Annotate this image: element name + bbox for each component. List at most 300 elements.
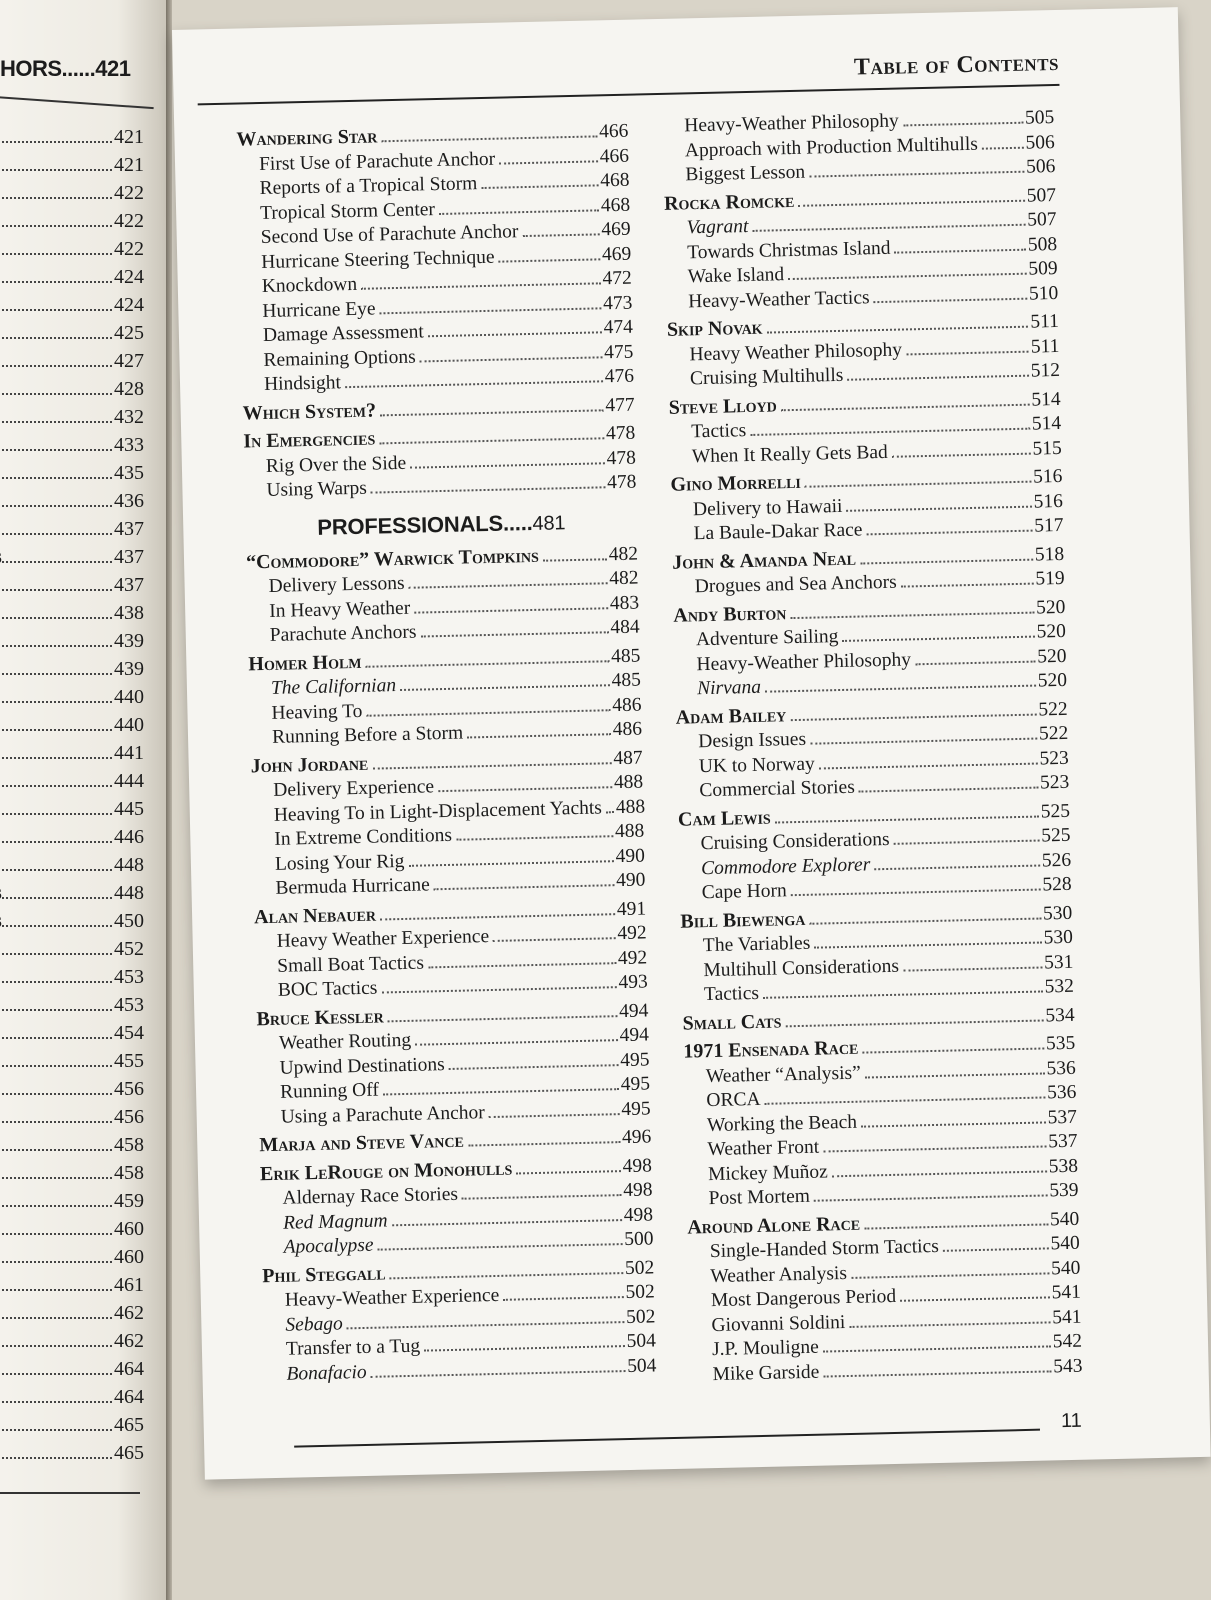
toc-entry-title: Giovanni Soldini <box>711 1311 846 1336</box>
dot-leader <box>414 607 608 613</box>
dot-leader <box>410 462 604 468</box>
left-toc-row <box>0 126 144 154</box>
toc-entry-title: Damage Assessment <box>262 321 425 347</box>
toc-entry-title: In Extreme Conditions <box>274 824 453 850</box>
dot-leader <box>790 611 1034 619</box>
dot-leader <box>823 1370 1051 1377</box>
left-toc-row <box>0 1106 144 1134</box>
left-toc-stub <box>0 910 2 933</box>
toc-entry-title: Small Boat Tactics <box>277 952 425 977</box>
dot-leader <box>366 660 610 668</box>
left-toc-row <box>0 266 144 294</box>
toc-entry-page: 498 <box>622 1179 653 1202</box>
toc-entry-page: 477 <box>605 394 635 416</box>
toc-entry-page: 528 <box>1042 873 1072 896</box>
left-toc-row <box>0 518 144 546</box>
dot-leader <box>400 684 610 691</box>
left-toc-page: 435 <box>114 462 144 484</box>
toc-list-after-section <box>246 541 657 1387</box>
dot-leader <box>0 729 112 731</box>
dot-leader <box>0 505 112 507</box>
toc-entry-page: 494 <box>619 1024 650 1047</box>
left-toc-row <box>0 966 144 994</box>
left-toc-page: 455 <box>114 1050 144 1072</box>
dot-leader <box>864 1223 1048 1229</box>
left-toc-row <box>0 1386 144 1414</box>
left-toc-row <box>0 882 144 910</box>
toc-entry-title: Tropical Storm Center <box>259 198 436 224</box>
dot-leader <box>0 169 112 171</box>
left-toc-page: 465 <box>114 1442 144 1464</box>
dot-leader <box>379 437 604 444</box>
left-toc-page: 460 <box>114 1246 144 1268</box>
toc-entry-title: Which System? <box>242 398 377 424</box>
header-rule <box>198 84 1060 106</box>
toc-entry-title: Design Issues <box>698 728 807 753</box>
book-spine <box>166 0 172 1600</box>
dot-leader <box>860 558 1033 564</box>
section-title <box>245 507 637 542</box>
toc-entry-page: 532 <box>1044 975 1075 998</box>
left-toc-stub <box>0 882 2 905</box>
dot-leader <box>420 356 603 362</box>
dot-leader <box>814 942 1041 949</box>
dot-leader <box>849 1321 1050 1328</box>
dot-leader <box>424 1345 625 1352</box>
left-toc-page: 464 <box>114 1386 144 1408</box>
toc-entry-page: 516 <box>1033 490 1064 513</box>
dot-leader <box>0 1065 112 1067</box>
dot-leader <box>0 813 112 815</box>
dot-leader <box>381 135 597 142</box>
toc-entry-page: 520 <box>1035 596 1066 619</box>
dot-leader <box>388 1015 617 1022</box>
toc-entry-title: Wandering Star <box>236 125 378 151</box>
toc-entry-title: Weather Analysis <box>710 1262 848 1287</box>
dot-leader <box>381 986 616 993</box>
toc-entry-page: 468 <box>600 194 631 216</box>
toc-entry-title: Adam Bailey <box>675 703 787 729</box>
toc-entry-page: 475 <box>603 341 634 363</box>
toc-entry-title: Gino Morrelli <box>670 470 802 496</box>
toc-entry-title: In Heavy Weather <box>268 597 411 622</box>
dot-leader <box>0 701 112 703</box>
toc-entry-page: 535 <box>1045 1032 1076 1055</box>
left-toc-page: 456 <box>114 1078 144 1100</box>
toc-entry-title: Cruising Considerations <box>700 828 890 855</box>
dot-leader <box>2 897 112 899</box>
dot-leader <box>0 953 112 955</box>
toc-entry-title: Rocka Romcke <box>663 189 795 215</box>
toc-entry-title: Heavy Weather Philosophy <box>689 339 903 365</box>
left-toc-row <box>0 1246 144 1274</box>
dot-leader <box>0 841 112 843</box>
dot-leader <box>372 762 611 769</box>
dot-leader <box>901 583 1034 588</box>
toc-entry-title: Commercial Stories <box>699 776 856 802</box>
toc-entry-page: 510 <box>1028 282 1059 305</box>
left-toc-row <box>0 1190 144 1218</box>
left-toc-page: 422 <box>114 238 144 260</box>
toc-entry-title: Delivery Experience <box>273 776 435 801</box>
dot-leader <box>0 253 112 255</box>
toc-entry-page: 468 <box>600 169 630 192</box>
toc-entry-page: 543 <box>1053 1355 1083 1377</box>
dot-leader <box>543 558 607 561</box>
dot-leader <box>0 589 112 591</box>
left-toc-row <box>0 910 144 938</box>
dot-leader <box>380 307 602 314</box>
toc-entry-page: 518 <box>1034 543 1065 566</box>
left-header-rule <box>0 96 154 109</box>
toc-entry-page: 509 <box>1028 257 1058 280</box>
dot-leader <box>366 709 610 717</box>
left-footer-rule <box>0 1492 140 1494</box>
toc-entry-page: 496 <box>621 1126 652 1149</box>
toc-entry-page: 498 <box>622 1154 653 1177</box>
left-toc-row <box>0 1274 144 1302</box>
left-toc-page: 458 <box>114 1134 144 1156</box>
left-toc-row <box>0 1218 144 1246</box>
toc-entry-title: Alan Nebauer <box>253 903 377 928</box>
toc-entry-title: Phil Steggall <box>262 1261 386 1287</box>
dot-leader <box>823 1345 1051 1352</box>
dot-leader <box>390 1272 623 1279</box>
toc-entry-title: Homer Holm <box>248 650 362 675</box>
toc-entry-page: 540 <box>1049 1208 1080 1230</box>
left-toc-page: 445 <box>114 798 144 820</box>
toc-entry-title: Tactics <box>691 420 747 443</box>
toc-entry-title: John & Amanda Neal <box>671 547 857 574</box>
toc-entry-title: Mickey Muñoz <box>707 1160 828 1185</box>
section-title-page: 481 <box>532 511 566 535</box>
left-page-content <box>0 56 144 1464</box>
dot-leader <box>0 617 112 619</box>
toc-entry-page: 540 <box>1050 1257 1081 1279</box>
toc-entry-page: 520 <box>1037 669 1068 692</box>
dot-leader <box>750 428 1030 436</box>
left-toc-row <box>0 1302 144 1330</box>
dot-leader <box>0 393 112 395</box>
right-page <box>172 7 1211 1479</box>
toc-entry-page: 473 <box>602 292 633 314</box>
toc-entry-title: Reports of a Tropical Storm <box>259 173 478 200</box>
toc-entry-page: 502 <box>624 1256 655 1279</box>
dot-leader <box>371 486 605 493</box>
toc-entry-page: 498 <box>623 1203 654 1226</box>
toc-entry-page: 490 <box>615 844 646 867</box>
toc-entry-title: La Baule-Dakar Race <box>693 519 863 545</box>
dot-leader <box>449 1064 619 1070</box>
toc-entry-page: 466 <box>599 145 630 167</box>
toc-entry-title: Andy Burton <box>673 601 787 627</box>
dot-leader <box>468 1141 620 1146</box>
left-toc-page: 421 <box>114 154 144 176</box>
toc-entry-title: Cape Horn <box>701 880 787 904</box>
dot-leader <box>428 331 602 337</box>
toc-entry-title: Sebago <box>285 1312 344 1336</box>
dot-leader <box>516 1170 620 1174</box>
toc-entry-page: 492 <box>617 946 648 969</box>
dot-leader <box>0 1149 112 1151</box>
left-toc-list <box>0 126 144 1470</box>
left-toc-row <box>0 546 144 574</box>
toc-entry-title: Steve Lloyd <box>668 393 777 419</box>
left-toc-row <box>0 994 144 1022</box>
toc-entry-page: 483 <box>609 592 640 614</box>
toc-entry-title: Delivery Lessons <box>268 572 405 597</box>
toc-entry-page: 531 <box>1043 951 1074 973</box>
toc-entry-title: Commodore Explorer <box>700 853 871 879</box>
dot-leader <box>0 1317 112 1319</box>
toc-entry-page: 540 <box>1050 1232 1080 1255</box>
left-toc-row <box>0 350 144 378</box>
toc-entry-title: In Emergencies <box>243 427 376 453</box>
dot-leader <box>894 840 1040 845</box>
toc-entry-page: 526 <box>1041 849 1072 871</box>
left-toc-page: 458 <box>114 1162 144 1184</box>
dot-leader <box>347 1321 624 1329</box>
toc-entry-page: 534 <box>1045 1004 1075 1026</box>
dot-leader <box>0 1345 112 1347</box>
toc-entry-title: Red Magnum <box>282 1209 388 1234</box>
dot-leader <box>409 582 608 589</box>
left-toc-row <box>0 490 144 518</box>
dot-leader <box>392 1219 622 1226</box>
dot-leader <box>0 197 112 199</box>
left-page <box>0 0 168 1600</box>
toc-entry-title: Losing Your Rig <box>274 850 405 875</box>
dot-leader <box>439 209 599 215</box>
dot-leader <box>0 1205 112 1207</box>
toc-entry-title: Aldernay Race Stories <box>282 1183 459 1209</box>
dot-leader <box>892 452 1031 457</box>
toc-entry-title: Multihull Considerations <box>703 955 900 981</box>
section-title-text: PROFESSIONALS..... <box>317 509 533 540</box>
toc-entry-title: Weather Routing <box>278 1029 412 1054</box>
toc-entry-title: Drogues and Sea Anchors <box>694 571 897 598</box>
dot-leader <box>765 685 1036 693</box>
left-toc-row <box>0 1442 144 1470</box>
toc-entry-page: 469 <box>601 218 631 241</box>
toc-entry-title: The Variables <box>702 932 811 957</box>
toc-entry-title: Mike Garside <box>712 1361 820 1385</box>
dot-leader <box>0 1177 112 1179</box>
toc-entry-page: 537 <box>1047 1130 1078 1153</box>
left-toc-page: 437 <box>114 546 144 568</box>
toc-entry-title: Bruce Kessler <box>256 1004 384 1030</box>
toc-entry-page: 485 <box>611 669 642 692</box>
page-number: 11 <box>1060 1409 1083 1433</box>
toc-entry-title: Heaving To in Light-Displacement Yachts <box>273 796 603 826</box>
dot-leader <box>523 233 600 237</box>
left-toc-row <box>0 742 144 770</box>
toc-list-before-section <box>236 119 636 504</box>
left-toc-page: 440 <box>114 686 144 708</box>
dot-leader <box>874 864 1040 870</box>
left-toc-row <box>0 154 144 182</box>
left-toc-page: 422 <box>114 210 144 232</box>
left-toc-page: 422 <box>114 182 144 204</box>
dot-leader <box>438 786 612 792</box>
dot-leader <box>788 273 1026 280</box>
dot-leader <box>606 811 614 813</box>
toc-entry-title: Weather Front <box>707 1136 820 1161</box>
toc-entry-page: 525 <box>1041 824 1071 847</box>
toc-entry-page: 542 <box>1052 1330 1083 1353</box>
dot-leader <box>823 1145 1046 1152</box>
dot-leader <box>0 785 112 787</box>
toc-entry-page: 523 <box>1039 771 1070 794</box>
toc-entry-page: 516 <box>1032 465 1063 488</box>
dot-leader <box>462 1194 621 1200</box>
toc-entry-page: 502 <box>625 1281 655 1304</box>
toc-column-right <box>662 106 1083 1388</box>
left-toc-row <box>0 1358 144 1386</box>
left-toc-page: 453 <box>114 994 144 1016</box>
toc-entry-page: 472 <box>602 267 632 290</box>
dot-leader <box>503 1296 623 1301</box>
toc-entry-page: 495 <box>619 1048 650 1071</box>
dot-leader <box>765 1096 1046 1104</box>
toc-entry-title: Weather “Analysis” <box>705 1062 861 1087</box>
toc-entry-page: 484 <box>610 616 640 639</box>
toc-entry-page: 485 <box>610 645 641 667</box>
toc-entry-page: 536 <box>1046 1057 1077 1079</box>
dot-leader <box>0 1093 112 1095</box>
dot-leader <box>0 141 112 143</box>
left-toc-row <box>0 210 144 238</box>
left-toc-page: 448 <box>114 854 144 876</box>
left-toc-row <box>0 714 144 742</box>
toc-entry-title: Heavy-Weather Tactics <box>688 286 870 312</box>
left-toc-page: 444 <box>114 770 144 792</box>
dot-leader <box>861 1121 1046 1127</box>
dot-leader <box>819 762 1038 769</box>
dot-leader <box>434 884 614 890</box>
dot-leader <box>895 248 1026 253</box>
left-toc-row <box>0 434 144 462</box>
dot-leader <box>915 660 1035 665</box>
dot-leader <box>499 258 600 262</box>
left-toc-page: 453 <box>114 966 144 988</box>
toc-entry-title: Running Before a Storm <box>271 722 464 748</box>
left-toc-row <box>0 630 144 658</box>
dot-leader <box>943 1247 1049 1251</box>
dot-leader <box>456 835 613 841</box>
dot-leader <box>0 477 112 479</box>
left-toc-page: 428 <box>114 378 144 400</box>
left-toc-row <box>0 1414 144 1442</box>
left-toc-page: 454 <box>114 1022 144 1044</box>
left-toc-page: 446 <box>114 826 144 848</box>
dot-leader <box>0 337 112 339</box>
dot-leader <box>0 365 112 367</box>
toc-entry-title: Erik LeRouge on Monohulls <box>259 1157 513 1185</box>
dot-leader <box>809 171 1024 178</box>
toc-entry-title: Skip Novak <box>666 316 763 341</box>
toc-entry-page: 507 <box>1026 184 1057 207</box>
toc-entry-title: ORCA <box>706 1088 761 1112</box>
toc-entry-title: Nirvana <box>696 676 762 700</box>
dot-leader <box>493 937 615 942</box>
dot-leader <box>798 199 1024 206</box>
toc-entry-title: Post Mortem <box>708 1185 811 1210</box>
dot-leader <box>851 1272 1049 1278</box>
toc-column-left <box>236 116 657 1388</box>
left-toc-page: 438 <box>114 602 144 624</box>
toc-entry-page: 515 <box>1032 437 1062 460</box>
dot-leader <box>847 505 1032 511</box>
dot-leader <box>2 561 112 563</box>
left-toc-page: 450 <box>114 910 144 932</box>
dot-leader <box>790 713 1036 721</box>
left-toc-page: 427 <box>114 350 144 372</box>
toc-entry-page: 520 <box>1036 620 1067 643</box>
toc-entry-page: 522 <box>1038 698 1068 721</box>
dot-leader <box>0 421 112 423</box>
dot-leader <box>0 449 112 451</box>
left-toc-page: 432 <box>114 406 144 428</box>
toc-entry-page: 482 <box>609 567 639 590</box>
left-toc-page: 462 <box>114 1330 144 1352</box>
toc-entry-title: Remaining Options <box>263 346 416 371</box>
toc-entry-title: Heavy Weather Experience <box>276 926 490 952</box>
toc-entry-page: 488 <box>615 795 646 818</box>
toc-entry-page: 493 <box>618 971 648 994</box>
dot-leader <box>383 1088 619 1095</box>
dot-leader <box>421 631 609 637</box>
toc-entry-page: 502 <box>625 1305 656 1328</box>
dot-leader <box>0 225 112 227</box>
toc-entry-page: 488 <box>614 820 645 843</box>
dot-leader <box>763 990 1043 998</box>
toc-entry-page: 495 <box>621 1097 651 1120</box>
dot-leader <box>775 815 1039 823</box>
dot-leader <box>378 1243 623 1251</box>
toc-entry-title: When It Really Gets Bad <box>691 441 889 467</box>
toc-entry-title: Tactics <box>703 982 760 1006</box>
dot-leader <box>903 966 1042 971</box>
left-toc-page: 464 <box>114 1358 144 1380</box>
left-toc-page: 424 <box>114 294 144 316</box>
left-toc-page: 433 <box>114 434 144 456</box>
toc-entry-page: 504 <box>626 1330 657 1353</box>
dot-leader <box>0 869 112 871</box>
dot-leader <box>805 481 1031 488</box>
toc-entry-page: 517 <box>1033 514 1064 537</box>
dot-leader <box>0 1037 112 1039</box>
dot-leader <box>867 530 1033 536</box>
toc-entry-title: Working the Beach <box>706 1111 858 1136</box>
dot-leader <box>874 297 1027 302</box>
toc-entry-page: 494 <box>618 999 649 1022</box>
toc-entry-title: Knockdown <box>261 273 358 298</box>
dot-leader <box>0 981 112 983</box>
dot-leader <box>0 1401 112 1403</box>
toc-entry-title: J.P. Mouligne <box>711 1336 820 1361</box>
left-toc-row <box>0 238 144 266</box>
left-toc-page: 436 <box>114 490 144 512</box>
toc-entry-title: 1971 Ensenada Race <box>683 1036 859 1063</box>
dot-leader <box>481 184 598 189</box>
left-toc-page: 465 <box>114 1414 144 1436</box>
left-toc-row <box>0 1022 144 1050</box>
toc-entry-page: 476 <box>604 365 635 388</box>
left-toc-page: 439 <box>114 630 144 652</box>
left-page-header: HORS......421 <box>0 56 131 81</box>
dot-leader <box>467 733 611 738</box>
